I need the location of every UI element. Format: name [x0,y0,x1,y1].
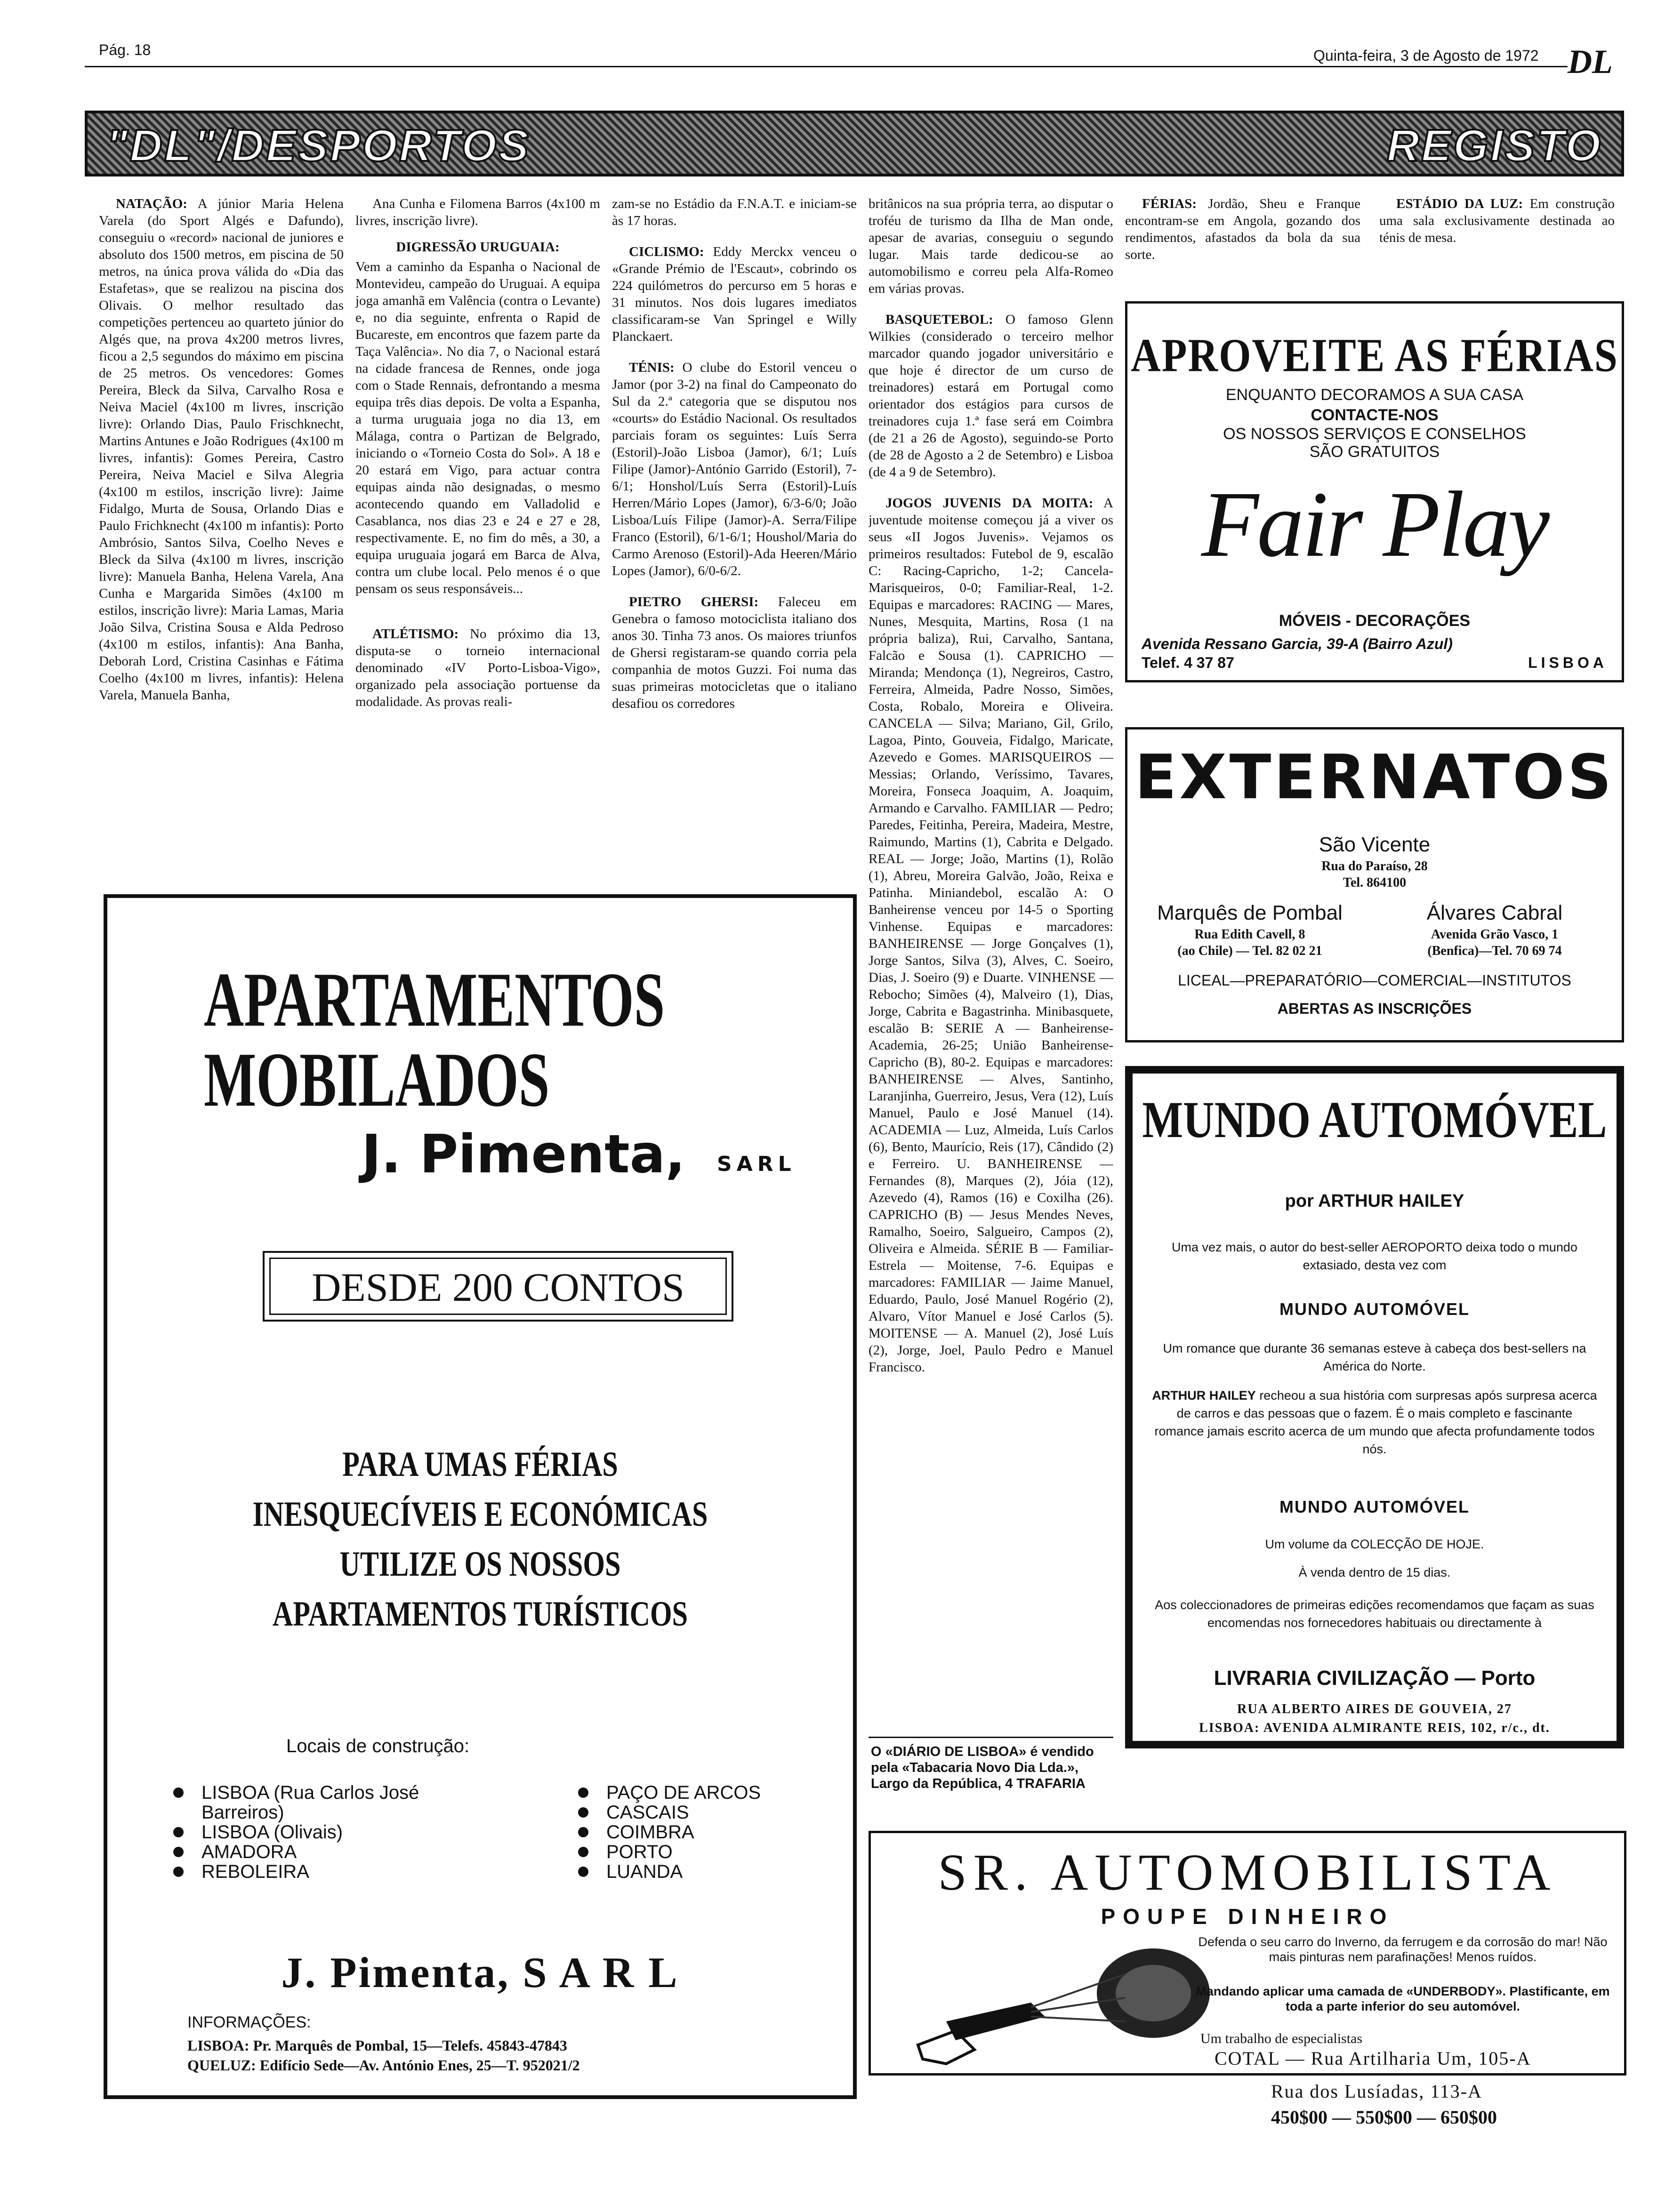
company-address-2: Rua dos Lusíadas, 113-A [1271,2081,1482,2102]
ad-paragraph: Um trabalho de especialistas [1200,2031,1363,2046]
ad-heading: MUNDO AUTOMÓVEL [1279,1497,1470,1516]
article-text: O clube do Estoril venceu o Jamor (por 3-2) na final do Campeonato do Sul da 2.ª categoria que se disputou nos «courts» do Estádio Nacional. Os resultados parciais foram os seguintes: Luís Serra (Estoril)-João Lisboa (Jamor), 6/1; Luís Filipe (Jamor)-António Garrido (Estoril), 7-6/1; Honshol/Luís Serra (Estoril)-Luís Herren/Mário Lopes (Jamor), 6/3-6/0; João Lisboa/Luís Filipe (Jamor)-A. Serra/Filipe Franco (Estoril), 6/1-6/1; Houshol/Maria do Carmo Arenoso (Estoril)-Ada Heeren/Mário Lopes (Jamor), 6/0-6/2. [612,360,857,578]
car-spray-illustration [890,1923,1219,2068]
ad-line: ENQUANTO DECORAMOS A SUA CASA [1225,386,1524,404]
ad-automobilista [869,1831,1626,2076]
article-lead: PIETRO GHERSI: [629,594,759,609]
ad-paragraph [1151,1387,1598,1458]
article-column-5 [1125,195,1360,280]
company-name: J. Pimenta, [362,1124,685,1185]
ad-title: APROVEITE AS FÉRIAS [1131,329,1618,382]
location-item: CASCAIS [578,1803,842,1822]
price-list: 450$00 — 550$00 — 650$00 [1271,2107,1497,2128]
article-natacao-cont [355,195,600,229]
section-banner [85,111,1624,176]
ad-lead: ARTHUR HAILEY [1152,1388,1256,1403]
article-lead: TÉNIS: [629,360,675,375]
article-atletismo [355,625,600,710]
info-label: INFORMAÇÕES: [187,2013,311,2031]
school-address: Rua Edith Cavell, 8 [1194,927,1305,942]
location-item: LISBOA (Olivais) [173,1822,456,1842]
ad-phone: Telef. 4 37 87 [1142,654,1234,671]
article-ciclismo [612,243,857,345]
ad-paragraph: Um volume da COLECÇÃO DE HOJE. [1265,1537,1484,1551]
article-text: Faleceu em Genebra o famoso motociclista italiano dos anos 30. Tinha 73 anos. Os maiores triunfos de Ghersi registaram-se quando corria pela companhia de motos Guzzi. Foi numa das suas primeiras motocicletas que o italiano desafiou os corredores [612,594,857,711]
article-lead: ESTÁDIO DA LUZ: [1396,196,1523,211]
ad-subtitle: POUPE DINHEIRO [1101,1904,1394,1929]
ad-title: MOBILADOS [204,1036,550,1123]
price-text: DESDE 200 CONTOS [269,1258,727,1315]
ad-paragraph: Aos coleccionadores de primeiras edições recomendamos que façam as suas encomendas nos fornecedores habituais ou directamente à [1155,1598,1594,1630]
section-title: "DL"/DESPORTOS [106,120,531,171]
article-text: Em construção uma sala exclusivamente destinada ao ténis de mesa. [1379,196,1615,245]
article-lead: FÉRIAS: [1142,196,1197,211]
ad-line: CONTACTE-NOS [1311,406,1439,424]
ad-line: OS NOSSOS SERVIÇOS E CONSELHOS [1223,425,1526,443]
school-phone: Tel. 864100 [1343,875,1407,890]
location-item: COIMBRA [578,1822,842,1842]
ad-line: SÃO GRATUITOS [1309,443,1440,461]
location-item: LUANDA [578,1862,842,1882]
ad-slogan [107,1439,853,1639]
article-text: Ana Cunha e Filomena Barros (4x100 m livres, inscrição livre). [355,196,600,228]
ad-address: Avenida Ressano Garcia, 39-A (Bairro Azul) [1142,635,1453,652]
school-name: São Vicente [1319,833,1431,856]
article-text: Eddy Merckx venceu o «Grande Prémio de l'Escaut», cobrindo os 224 quilómetros do percurso em 5 horas e 31 minutos. Nos dois lugares imediatos classificaram-se Van Springel e Willy Planckaert. [612,244,857,344]
company-address: COTAL — Rua Artilharia Um, 105-A [1215,2048,1531,2069]
article-lead: ATLÉTISMO: [372,626,459,641]
article-text: A juventude moitense começou já a viver os seus «II Jogos Juvenis». Vejamos os primeiros resultados: Futebol de 9, escalão C: Racing-Capricho, 1-2; Cancela-Marisqueiros, 0-0; Familiar-Real, 1-2. Equipas e marcadores: RACING — Mares, Nunes, Mesquita, Martins, Rosa (1 na própria baliza), Rui, Carvalho, Santana, Falcão e Sousa (1). CAPRICHO — Miranda; Mendonça (1), Negreiros, Castro, Ferreira, Almeida, Padre Nosso, Simões, Costa, Robalo, Moreira e Oliveira. CANCELA — Silva; Mariano, Gil, Grilo, Lagoa, Pinto, Gouveia, Fidalgo, Maricate, Azevedo e Gomes. MARISQUEIROS — Messias; Orlando, Veríssimo, Tavares, Moreira, Fonseca Joaquim, A. Joaquim, Armando e Carvalho. FAMILIAR — Pedro; Paredes, Feitinha, Pereira, Madeira, Mestre, Raimundo, Martins (1), Cabrita e Delgado. REAL — Jorge; João, Martins (1), Rolão (1), Abreu, Moreira Galvão, João, Reixa e Patinha. Miniandebol, escalão A: O Banheirense venceu por 14-5 o Sporting Vinhense. Equipas e marcadores: BANHEIRENSE — Jorge Gonçalves (1), Jorge Santos, Silva (3), Alves, C. Soeiro, Dias, J. Soeiro (9) e Duarte. VINHENSE — Rebocho; Simões (4), Malveiro (1), Dias, Jorge, Cabrita e Bagastrinha. Minibasquete, escalão B: SERIE A — Banheirense-Academia, 26-25; União Banheirense-Capricho (B), 80-2. Equipas e marcadores: BANHEIRENSE — Alves, Santinho, Laranjinha, Guerreiro, Jesus, Vera (12), Luís Manuel, Paulo e José Manuel (14). ACADEMIA — Luz, Almeida, Luís Carlos (6), Bento, Maurício, Reis (17), Cândido (2) e Ferreiro. U. BANHEIRENSE — Fernandes (8), Marques (2), Jóia (12), Azevedo (4), Ramos (16) e Coxilha (26). CAPRICHO (B) — Jesus Mendes Neves, Ramalho, Soeiro, Salgueiro, Campos (2), Oliveira e Almeida. SÉRIE B — Familiar-Estrela — Moitense, 7-6. Equipas e marcadores: FAMILIAR — Jaime Manuel, Eduardo, Paulo, José Manuel Rogério (2), Alvaro, Vítor Manuel e José Carlos (5). MOITENSE — A. Manuel (2), José Luís (2), Jorge, Joel, Paulo Pedro e Manuel Francisco. [869,496,1113,1375]
header-rule [85,66,1568,67]
article-column-6 [1379,195,1615,280]
page-number: Pág. 18 [99,41,151,58]
ad-paragraph: Um romance que durante 36 semanas esteve à cabeça dos best-sellers na América do Norte. [1163,1341,1586,1373]
sales-notice: O «DIÁRIO DE LISBOA» é vendido pela «Tabacaria Novo Dia Lda.», Largo da República, 4 TRAFARIA [871,1744,1094,1791]
ad-title: APARTAMENTOS [204,956,665,1043]
company-name-footer: J. Pimenta, S A R L [281,1948,679,1996]
article-text: No próximo dia 13, disputa-se o torneio internacional denominado «IV Porto-Lisboa-Vigo», organizado pela associação portuense da modalidade. As provas reali- [355,626,600,709]
ad-fair-play [1125,301,1624,682]
info-lisboa: LISBOA: Pr. Marquês de Pombal, 15—Telefs. 45843-47843 [187,2037,567,2054]
location-item: LISBOA (Rua Carlos José Barreiros) [173,1783,456,1822]
article-digressao [355,239,600,256]
ad-city: LISBOA [1528,654,1608,671]
article-column-4 [869,195,1113,1690]
article-natacao [99,195,344,704]
article-basquetebol [869,311,1113,481]
article-lead: JOGOS JUVENIS DA MOITA: [885,496,1094,511]
issue-date: Quinta-feira, 3 de Agosto de 1972 [1313,47,1539,64]
school-levels: LICEAL—PREPARATÓRIO—COMERCIAL—INSTITUTOS [1178,972,1571,989]
locations-list-left [173,1783,456,1882]
company-suffix: SARL [717,1152,796,1176]
article-atletismo-cont [612,195,857,229]
article-column-1 [99,195,344,873]
slogan-line: UTILIZE OS NOSSOS [339,1544,621,1584]
article-column-3 [612,195,857,873]
article-text: britânicos na sua própria terra, ao disputar o troféu de turismo da Ilha de Man onde, apesar de avarias, conseguiu o segundo lugar. Mais tarde dedicou-se ao automobilismo e correu pela Alfa-Romeo em várias provas. [869,196,1113,296]
locations-label: Locais de construção: [286,1736,470,1756]
info-queluz: QUELUZ: Edifício Sede—Av. António Enes, 25—T. 952021/2 [187,2057,580,2074]
article-text: Vem a caminho da Espanha o Nacional de Montevideu, campeão do Uruguai. A equipa joga amanhã em Valência (contra o Levante) e, no dia seguinte, enfrenta o Rapid de Bucareste, em encontros que fazem parte da Taça Valência». No dia 7, o Nacional estará na cidade francesa de Rennes, onde joga com o Stade Rennais, defrontando a mesma equipa três dias depois. De volta a Espanha, a turma uruguaia joga no dia 13, em Málaga, contra o Partizan de Belgrado, iniciando o «Torneio Costa do Sol». A 18 e 20 estará em Vigo, para actuar contra equipas ainda não designadas, o mesmo acontecendo quando em Valladolid e Casablanca, nos dias 23 e 24 e 27 e 28, respectivamente. E, no fim do mês, a 30, a equipa uruguaia jogará em Barca de Alva, contra um clube local. Pelo menos é o que pensam os seus responsáveis... [355,259,600,596]
section-subtitle: REGISTO [1386,120,1602,171]
article-text: A júnior Maria Helena Varela (do Sport Algés e Dafundo), conseguiu o «record» nacional de juniores e absoluto dos 1500 metros, em piscina de 50 metros, na única prova válida do «Dia das Estafetas», que se realizou na piscina dos Olivais. O melhor resultado das competições pertenceu ao quarteto júnior do Algés que, na prova 4x200 metros livres, ficou a 2,5 segundos do máximo em piscina de 25 metros. Os vencedores: Gomes Pereira, Bleck da Silva, Carvalho Rosa e Neiva Maciel (4x100 m livres, inscrição livre): Orlando Dias, Paulo Frischknecht, Martins Antunes e João Rodrigues (4x100 m livres, infantis): Gomes Pereira, Castro Pereira, Neiva Maciel e Silva Alegria (4x100 m estilos, inscrição livre): Jaime Fidalgo, Murta de Sousa, Orlando Dias e Paulo Frichknecht (4x100 m infantis): Porto Ambrósio, Santos Silva, Coelho Neves e Bleck da Silva (4x100 m livres, inscrição livre): Manuela Banha, Helena Varela, Ana Cunha e Margarida Simões (4x100 m estilos, inscrição livre): Maria Lamas, Maria João Silva, Cristina Sousa e Alda Pedroso (4x100 m estilos, infantis): Ana Banha, Deborah Lord, Cristina Casinhas e Fátima Coelho (4x100 m livres, infantis): Helena Varela, Manuela Banha, [99,196,344,703]
ad-paragraph: Uma vez mais, o autor do best-seller AEROPORTO deixa todo o mundo extasiado, desta vez com [1172,1240,1577,1272]
ad-paragraph: À venda dentro de 15 dias. [1298,1565,1451,1579]
article-text: zam-se no Estádio da F.N.A.T. e iniciam-se às 17 horas. [612,196,857,228]
article-text: O famoso Glenn Wilkies (considerado o terceiro melhor marcador quando jogador universitário e que hoje é director de um curso de treinadores) estará em Portugal como orientador dos estágios para cursos de treinadores cuja 1.ª fase será em Coimbra (de 21 a 26 de Agosto), seguindo-se Porto (de 28 de Agosto a 2 de Setembro) e Lisboa (de 4 a 9 de Setembro). [869,312,1113,480]
article-lead: NATAÇÃO: [116,196,187,211]
school-name: Álvares Cabral [1426,901,1563,924]
article-column-2 [355,195,600,873]
slogan-line: APARTAMENTOS TURÍSTICOS [273,1594,688,1634]
ad-mundo-automovel [1125,1066,1624,1748]
slogan-line: PARA UMAS FÉRIAS [342,1444,618,1484]
article-lead: BASQUETEBOL: [885,312,993,327]
ad-title: EXTERNATOS [1134,741,1615,813]
enrollment-notice: ABERTAS AS INSCRIÇÕES [1277,1000,1472,1017]
article-jogos-juvenis [869,495,1113,1376]
article-text: Jordão, Sheu e Franque encontram-se em Angola, gozando dos rendimentos, afastados da bola da sua sorte. [1125,196,1360,262]
article-digressao-body [355,258,600,597]
newspaper-logo: DL [1568,43,1613,80]
article-ghersi [612,593,857,712]
ad-subtitle: MÓVEIS - DECORAÇÕES [1279,612,1471,630]
school-address: Avenida Grão Vasco, 1 [1431,927,1559,942]
bookstore-address: LISBOA: AVENIDA ALMIRANTE REIS, 102, r/c., dt. [1199,1721,1550,1735]
ad-text: recheou a sua história com surpresas após surpresa acerca de carros e das pessoas que o fazem. É o mais completo e fascinante romance jamais escrito acerca de um mundo que afecta profundamente todos nós. [1154,1388,1597,1456]
ad-apartamentos [104,894,857,2099]
article-lead: DIGRESSÃO URUGUAIA: [396,240,560,255]
article-estadio [1379,195,1615,246]
school-phone: (ao Chile) — Tel. 82 02 21 [1177,944,1322,958]
ad-paragraph: Mandando aplicar uma camada de «UNDERBODY». Plastificante, em toda a parte inferior do seu automóvel. [1196,1984,1610,2013]
bookstore-name: LIVRARIA CIVILIZAÇÃO — Porto [1214,1667,1536,1690]
school-phone: (Benfica)—Tel. 70 69 74 [1427,944,1562,958]
book-author: por ARTHUR HAILEY [1285,1191,1464,1211]
ad-paragraph: Defenda o seu carro do Inverno, da ferrugem e da corrosão do mar! Não mais pinturas nem parafinações! Menos ruídos. [1198,1935,1608,1964]
article-ghersi-cont [869,195,1113,297]
school-name: Marquês de Pombal [1157,901,1343,924]
ad-externatos [1125,727,1624,1042]
location-item: REBOLEIRA [173,1862,456,1882]
school-address: Rua do Paraíso, 28 [1321,859,1428,874]
article-tenis [612,359,857,579]
location-item: PORTO [578,1842,842,1862]
location-item: PAÇO DE ARCOS [578,1783,842,1803]
article-lead: CICLISMO: [629,244,704,259]
locations-list-right [578,1783,842,1882]
ad-heading: MUNDO AUTOMÓVEL [1279,1299,1470,1319]
bookstore-address: RUA ALBERTO AIRES DE GOUVEIA, 27 [1237,1702,1512,1716]
location-item: AMADORA [173,1842,456,1862]
price-box [263,1251,733,1322]
divider [869,1737,1113,1738]
article-ferias [1125,195,1360,263]
fair-play-logo: Fair Play [1201,473,1548,577]
ad-title: MUNDO AUTOMÓVEL [1142,1090,1607,1149]
ad-title: SR. AUTOMOBILISTA [938,1843,1557,1901]
slogan-line: INESQUECÍVEIS E ECONÓMICAS [252,1494,708,1534]
